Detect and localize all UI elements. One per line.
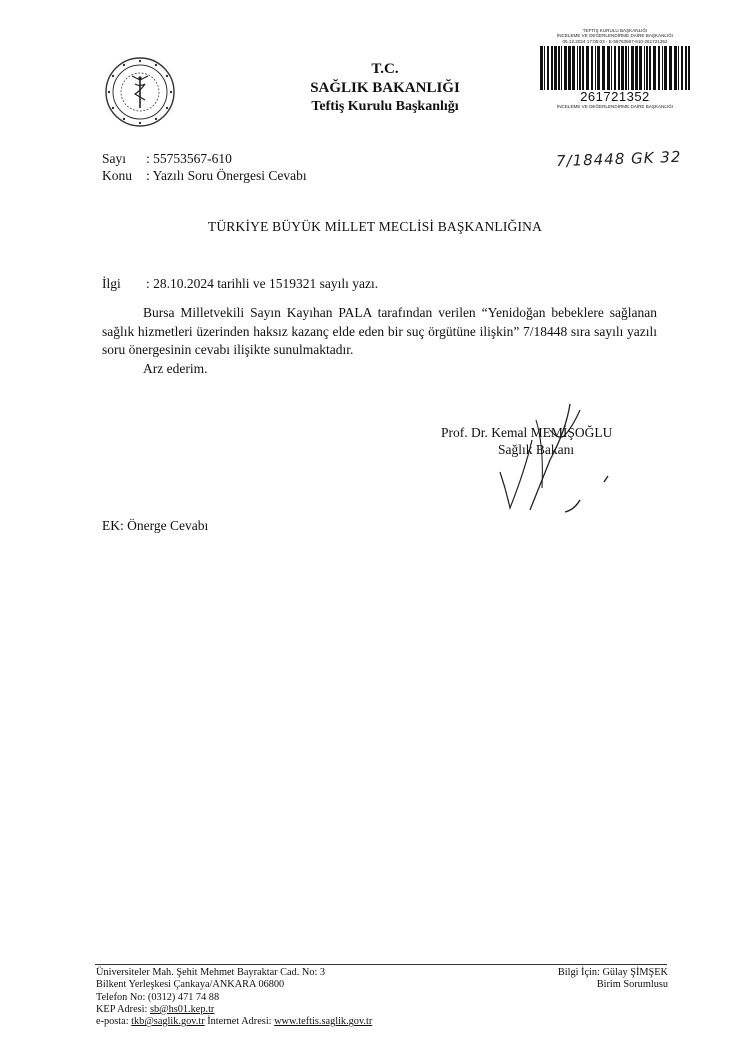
footer-email-label: e-posta: xyxy=(96,1016,132,1028)
footer-address-2: Bilkent Yerleşkesi Çankaya/ANKARA 06800 xyxy=(96,979,285,991)
footer-info-contact: Bilgi İçin: Gülay ŞİMŞEK xyxy=(557,967,668,978)
footer-kep-label: KEP Adresi: xyxy=(96,1003,150,1015)
footer-divider xyxy=(95,964,667,965)
barcode-footer: İNCELEME VE DEĞERLENDİRME DAİRE BAŞKANLIĞI xyxy=(556,104,674,110)
footer-address-1: Üniversiteler Mah. Şehit Mehmet Bayraktar Cad. No: 3 xyxy=(96,967,326,978)
footer-kep-row xyxy=(96,1004,372,1016)
health-ministry-seal-icon xyxy=(104,56,176,128)
barcode-header-2: İNCELEME VE DEĞERLENDİRME DAİRE BAŞKANLIĞI xyxy=(556,33,674,39)
barcode-number: 261721352 xyxy=(580,89,650,105)
document-meta xyxy=(102,150,307,184)
footer-info xyxy=(470,967,668,992)
body-closing: Arz ederim. xyxy=(143,360,208,376)
barcode-header-3: 05.12.2024 17:05:03 - E-55753567-610-261721352 xyxy=(562,38,668,44)
konu-value: : Yazılı Soru Önergesi Cevabı xyxy=(146,168,307,183)
footer-email-row xyxy=(96,1016,372,1028)
letter-body xyxy=(102,304,657,378)
footer-web-link[interactable]: www.teftis.saglik.gov.tr xyxy=(274,1016,373,1028)
footer-contact xyxy=(96,967,372,1028)
footer-kep-link[interactable]: sb@hs01.kep.tr xyxy=(149,1003,215,1015)
letterhead-ministry: SAĞLIK BAKANLIĞI xyxy=(310,80,460,96)
handwritten-reference: 7/18448 GK 32 xyxy=(555,147,682,171)
barcode-bars-icon xyxy=(536,46,694,90)
signature-scribble-icon xyxy=(470,400,630,520)
signatory-title: Sağlık Bakanı xyxy=(498,442,575,457)
attachment-note: EK: Önerge Cevabı xyxy=(102,518,209,533)
ilgi-value: : 28.10.2024 tarihli ve 1519321 sayılı yazı. xyxy=(146,276,379,291)
letterhead-line-tc: T.C. xyxy=(371,61,399,77)
document-barcode xyxy=(536,28,694,126)
signatory-name: Prof. Dr. Kemal MEMİŞOĞLU xyxy=(441,425,613,440)
konu-row xyxy=(102,167,307,184)
sayi-label: Sayı xyxy=(102,151,127,166)
konu-label: Konu xyxy=(102,168,132,183)
barcode-header-1: TEFTİŞ KURULU BAŞKANLIĞI xyxy=(582,28,648,33)
ilgi-row xyxy=(102,276,378,292)
ilgi-label: İlgi xyxy=(102,276,121,291)
sayi-row xyxy=(102,150,307,167)
footer-email-link[interactable]: tkb@saglik.gov.tr xyxy=(131,1016,205,1028)
footer-web-label: İnternet Adresi: xyxy=(204,1016,275,1028)
addressee: TÜRKİYE BÜYÜK MİLLET MECLİSİ BAŞKANLIĞINA xyxy=(207,219,543,234)
letterhead xyxy=(250,60,520,116)
sayi-value: : 55753567-610 xyxy=(146,151,232,166)
letterhead-department: Teftiş Kurulu Başkanlığı xyxy=(311,99,459,114)
footer-info-role: Birim Sorumlusu xyxy=(596,979,668,991)
body-paragraph: Bursa Milletvekili Sayın Kayıhan PALA tarafından verilen “Yenidoğan bebeklere sağlanan sağlık hizmetleri üzerinden haksız kazanç elde eden bir suç örgütüne ilişkin” 7/18448 sıra sayılı yazılı soru önergesinin cevabı ilişikte sunulmaktadır. xyxy=(102,305,657,357)
signature-block xyxy=(441,424,612,458)
footer-phone: Telefon No: (0312) 471 74 88 xyxy=(96,991,220,1003)
